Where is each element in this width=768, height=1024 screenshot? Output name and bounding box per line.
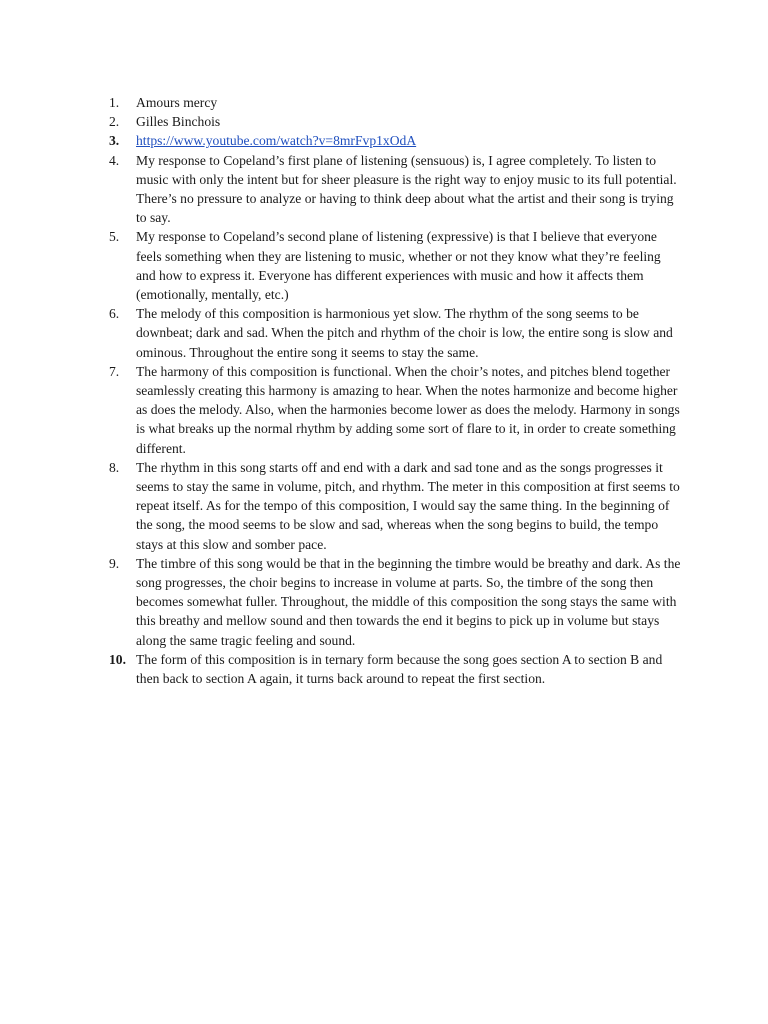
list-number: 7. bbox=[109, 363, 120, 379]
list-text: My response to Copeland’s first plane of listening (sensuous) is, I agree completely. To listen to music with only the intent but for sheer pleasure is the right way to enjoy music to its full potential. There’s no pressure to analyze or having to think deep about what the artist and their song is trying to say. bbox=[136, 152, 677, 226]
list-text: My response to Copeland’s second plane of listening (expressive) is that I believe that everyone feels something when they are listening to music, whether or not they know what they’re feeling and how to express it. Everyone has different experiences with music and how it affects them (emotionally, mentally, etc.) bbox=[136, 229, 661, 303]
list-text bbox=[136, 131, 681, 150]
list-text: The rhythm in this song starts off and end with a dark and sad tone and as the songs progresses it seems to stay the same in volume, pitch, and rhythm. The meter in this composition at first seems to repeat itself. As for the tempo of this composition, I would say the same thing. In the beginning of the song, the mood seems to be slow and sad, whereas when the song begins to build, the tempo stays at this slow and somber pace. bbox=[136, 459, 680, 552]
list-number: 3. bbox=[109, 133, 120, 149]
list-text: The timbre of this song would be that in the beginning the timbre would be breathy and dark. As the song progresses, the choir begins to increase in volume at parts. So, the timbre of the song then becomes somewhat fuller. Throughout, the middle of this composition the song stays the same with this breathy and mellow sound and then towards the end it begins to pick up in volume but stays along the same tragic feeling and sound. bbox=[136, 555, 681, 648]
youtube-link[interactable]: https://www.youtube.com/watch?v=8mrFvp1xOdA bbox=[136, 133, 417, 149]
list-number: 10. bbox=[109, 651, 126, 667]
list-text: Amours mercy bbox=[136, 95, 218, 110]
list-number: 1. bbox=[109, 95, 120, 110]
list-number: 5. bbox=[109, 229, 120, 245]
list-item bbox=[109, 93, 681, 112]
list-number: 4. bbox=[109, 152, 120, 168]
list-text: The harmony of this composition is functional. When the choir’s notes, and pitches blend together seamlessly creating this harmony is amazing to hear. When the notes harmonize and become higher as does the melody. Also, when the harmonies become lower as does the melody. Harmony in songs is what breaks up the normal rhythm by adding some sort of flare to it, in order to create something different. bbox=[136, 363, 680, 456]
list-number: 8. bbox=[109, 459, 120, 475]
list-text: The form of this composition is in ternary form because the song goes section A to section B and then back to section A again, it turns back around to repeat the first section. bbox=[136, 651, 663, 687]
list-number: 2. bbox=[109, 114, 120, 130]
list-text: The melody of this composition is harmonious yet slow. The rhythm of the song seems to be downbeat; dark and sad. When the pitch and rhythm of the choir is low, the entire song is slow and ominous. Throughout the entire song it seems to stay the same. bbox=[136, 306, 673, 360]
list-item bbox=[109, 131, 681, 150]
list-number: 9. bbox=[109, 555, 120, 571]
list-item bbox=[109, 458, 681, 554]
list-item bbox=[109, 227, 681, 304]
list-item bbox=[109, 151, 681, 228]
numbered-list bbox=[109, 93, 681, 688]
list-item bbox=[109, 112, 681, 131]
list-number: 6. bbox=[109, 306, 120, 322]
list-item bbox=[109, 304, 681, 362]
list-item bbox=[109, 650, 681, 688]
list-item bbox=[109, 554, 681, 650]
list-item bbox=[109, 362, 681, 458]
list-text: Gilles Binchois bbox=[136, 114, 221, 130]
